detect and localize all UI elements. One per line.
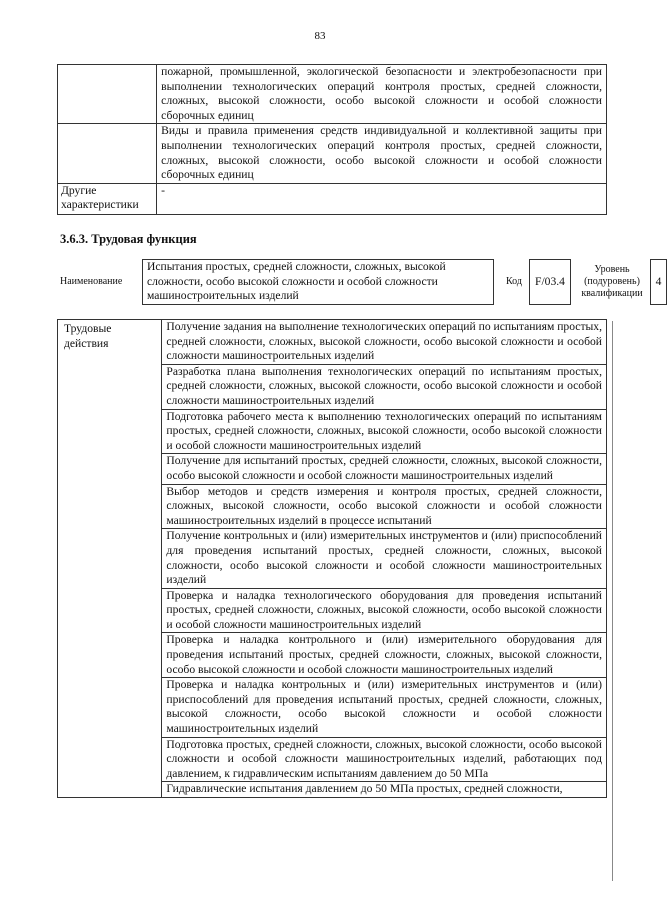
table-cell: Виды и правила применения средств индивидуальной и коллективной защиты при выполнении технологических операций контроля простых, средней сложности, сложных, высокой сложности, особо высокой сложности и особой сложности сборочных единиц [157,124,607,183]
empty-label-cell [58,65,157,124]
labor-action-item: Проверка и наладка контрольного и (или) измерительного оборудования для проведения испытаний простых, средней сложности, сложных, высокой сложности, особо высокой сложности и особой сложности машиностроительных изделий [162,633,607,678]
labor-action-item: Получение для испытаний простых, средней сложности, сложных, высокой сложности, особо высокой сложности и особой сложности машиностроительных изделий [162,454,607,484]
labor-action-item: Проверка и наладка технологического оборудования для проведения испытаний простых, средней сложности, сложных, высокой сложности, особо высокой сложности и особой сложности машиностроительных изделий [162,588,607,633]
function-name: Испытания простых, средней сложности, сложных, высокой сложности, особо высокой сложности и особой сложности машиностроительных изделий [142,259,494,305]
empty-label-cell [58,124,157,183]
labor-action-item: Гидравлические испытания давлением до 50 МПа простых, средней сложности, [162,782,607,798]
labor-actions-label: Трудовые действия [58,320,162,798]
labor-action-item: Подготовка простых, средней сложности, сложных, высокой сложности, особо высокой сложности и особой сложности машиностроительных изделий, работающих под давлением, к гидравлическим испытаниям давлением до 50 МПа [162,737,607,782]
labor-action-item: Проверка и наладка контрольных и (или) измерительных инструментов и (или) приспособлений для проведения испытаний простых, средней сложности, сложных, высокой сложности, особо высокой сложности и особой сложности машиностроительных изделий [162,678,607,737]
labor-action-item: Подготовка рабочего места к выполнению технологических операций по испытаниям простых, средней сложности, сложных, высокой сложности, особо высокой сложности и особой сложности машиностроительных изделий [162,409,607,454]
table-row [58,320,607,365]
table-row [58,183,607,214]
code-label: Код [506,275,522,287]
labor-action-item: Получение контрольных и (или) измерительных инструментов и (или) приспособлений для проведения испытаний простых, средней сложности, сложных, высокой сложности, особо высокой сложности и особой сложности машиностроительных изделий [162,529,607,588]
table-cell: пожарной, промышленной, экологической безопасности и электробезопасности при выполнении технологических операций контроля простых, средней сложности, сложных, высокой сложности, особо высокой сложности и особой сложности сборочных единиц [157,65,607,124]
labor-action-item: Разработка плана выполнения технологических операций по испытаниям простых, средней сложности, сложных, высокой сложности, особо высокой сложности и особой сложности машиностроительных изделий [162,364,607,409]
page-edge-line [612,321,613,881]
function-header [60,259,662,305]
table-row [58,65,607,124]
function-code: F/03.4 [529,259,571,305]
page-number: 83 [314,30,326,42]
labor-action-item: Выбор методов и средств измерения и контроля простых, средней сложности, сложных, высокой сложности, особо высокой сложности и особой сложности машиностроительных изделий в процессе испытаний [162,484,607,529]
level-label: Уровень (подуровень) квалификации [581,264,643,299]
section-heading: 3.6.3. Трудовая функция [60,232,197,246]
table-row [58,124,607,183]
other-characteristics-label: Другие характеристики [58,183,157,214]
labor-action-item: Получение задания на выполнение технологических операций по испытаниям простых, средней сложности, сложных, высокой сложности, особо высокой сложности и особой сложности машиностроительных изделий [162,320,607,365]
knowledge-table-continuation [57,64,607,215]
labor-actions-table [57,319,607,798]
name-label: Наименование [60,275,123,287]
qualification-level: 4 [650,259,667,305]
other-characteristics-value: - [157,183,607,214]
